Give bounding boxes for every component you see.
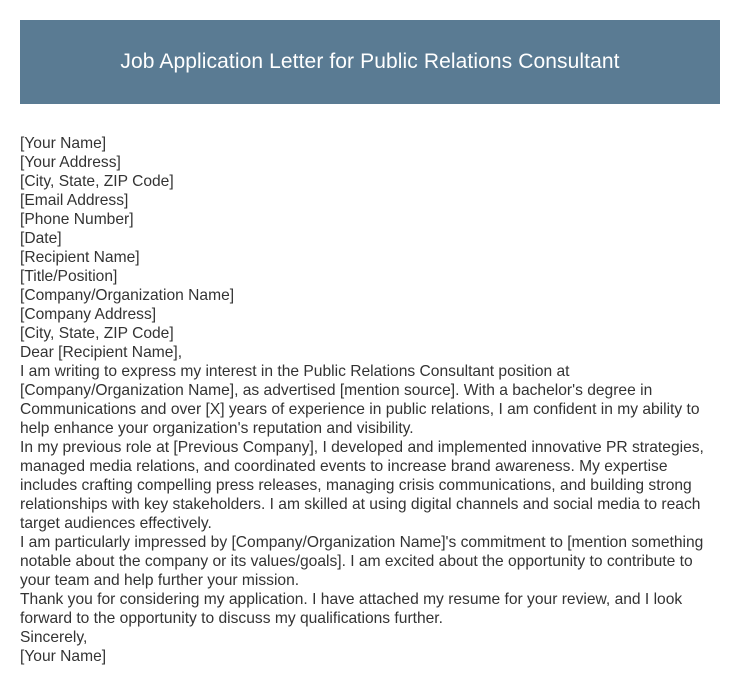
signature-name: [Your Name] <box>20 648 107 665</box>
recipient-title: [Title/Position] <box>20 268 118 285</box>
closing: Sincerely, <box>20 629 88 646</box>
salutation: Dear [Recipient Name], <box>20 344 183 361</box>
recipient-address: [Company Address] <box>20 306 157 323</box>
recipient-company: [Company/Organization Name] <box>20 287 235 304</box>
page-title: Job Application Letter for Public Relations Consultant <box>120 50 620 73</box>
sender-phone: [Phone Number] <box>20 211 134 228</box>
letter-body <box>20 134 720 666</box>
sender-name: [Your Name] <box>20 135 107 152</box>
sender-email: [Email Address] <box>20 192 129 209</box>
letter-date: [Date] <box>20 230 62 247</box>
body-paragraph: Thank you for considering my application. I have attached my resume for your review, and I look forward to the opportunity to discuss my qualifications further. <box>20 591 683 627</box>
recipient-name: [Recipient Name] <box>20 249 140 266</box>
recipient-city-state-zip: [City, State, ZIP Code] <box>20 325 174 342</box>
body-paragraph: I am particularly impressed by [Company/Organization Name]'s commitment to [mention something notable about the company or its values/goals]. I am excited about the opportunity to contribute to your team and help further your mission. <box>20 534 704 589</box>
body-paragraph: In my previous role at [Previous Company], I developed and implemented innovative PR strategies, managed media relations, and coordinated events to increase brand awareness. My expertise includes crafting compelling press releases, managing crisis communications, and building strong relationships with key stakeholders. I am skilled at using digital channels and social media to reach target audiences effectively. <box>20 439 704 532</box>
letter-header-banner <box>20 20 720 104</box>
sender-address: [Your Address] <box>20 154 121 171</box>
body-paragraph: I am writing to express my interest in the Public Relations Consultant position at [Company/Organization Name], as advertised [mention source]. With a bachelor's degree in Communications and over [X] years of experience in public relations, I am confident in my ability to help enhance your organization's reputation and visibility. <box>20 363 700 437</box>
sender-city-state-zip: [City, State, ZIP Code] <box>20 173 174 190</box>
